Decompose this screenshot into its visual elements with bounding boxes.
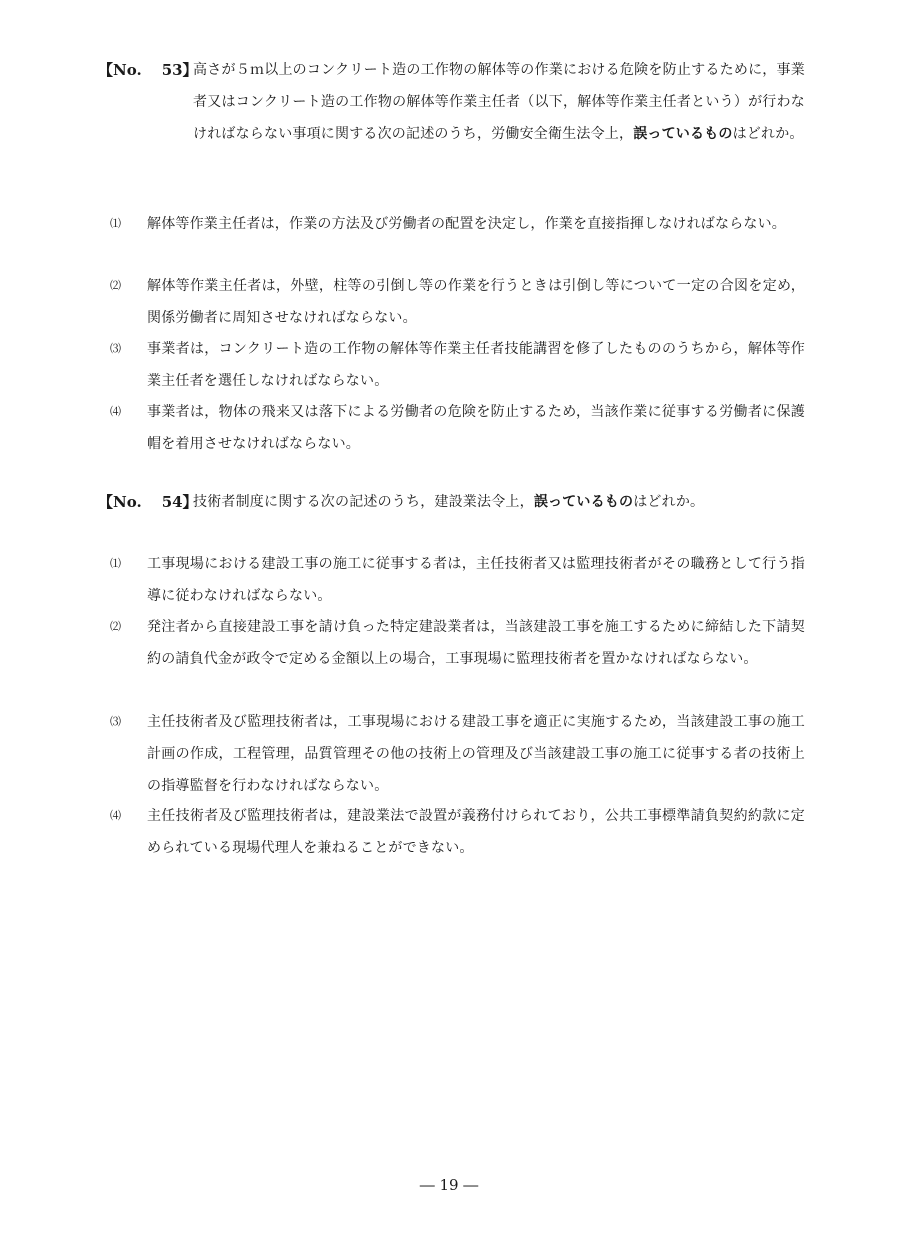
question-bracket-label: 【No. xyxy=(98,61,142,79)
option-text: 主任技術者及び監理技術者は，工事現場における建設工事を適正に実施するため，当該建設工事の施工計画の作成，工程管理，品質管理その他の技術上の管理及び当該建設工事の施工に従事する者の技術上の指導監督を行わなければならない。 xyxy=(147,714,805,794)
question-emphasis: 誤っているもの xyxy=(533,494,634,510)
option-label: ⑵ xyxy=(110,279,121,292)
option-label: ⑴ xyxy=(110,217,121,230)
question-text xyxy=(193,54,805,150)
question-number: 54】 xyxy=(161,493,198,511)
question-header xyxy=(98,486,198,518)
option-text: 工事現場における建設工事の施工に従事する者は，主任技術者又は監理技術者がその職務として行う指導に従わなければならない。 xyxy=(147,556,805,604)
option-text: 発注者から直接建設工事を請け負った特定建設業者は，当該建設工事を施工するために締結した下請契約の請負代金が政令で定める金額以上の場合，工事現場に監理技術者を置かなければならない。 xyxy=(147,619,805,667)
option-label: ⑷ xyxy=(110,405,121,418)
option-label: ⑴ xyxy=(110,557,121,570)
option-label: ⑶ xyxy=(110,342,121,355)
option-label: ⑵ xyxy=(110,620,121,633)
option-label: ⑶ xyxy=(110,715,121,728)
question-text-before: 高さが５ｍ以上のコンクリート造の工作物の解体等の作業における危険を防止するために，事業者又はコンクリート造の工作物の解体等作業主任者（以下，解体等作業主任者という）が行わなければならない事項に関する次の記述のうち，労働安全衛生法令上， xyxy=(193,62,805,142)
option-text: 事業者は，コンクリート造の工作物の解体等作業主任者技能講習を修了したもののうちから，解体等作業主任者を選任しなければならない。 xyxy=(147,341,805,389)
option-text: 解体等作業主任者は，外壁，柱等の引倒し等の作業を行うときは引倒し等について一定の合図を定め，関係労働者に周知させなければならない。 xyxy=(147,278,805,326)
option-label: ⑷ xyxy=(110,809,121,822)
page-number: ― 19 ― xyxy=(419,1176,479,1194)
question-text-before: 技術者制度に関する次の記述のうち，建設業法令上， xyxy=(193,494,534,510)
option-text: 主任技術者及び監理技術者は，建設業法で設置が義務付けられており，公共工事標準請負契約約款に定められている現場代理人を兼ねることができない。 xyxy=(147,808,805,856)
option-text: 事業者は，物体の飛来又は落下による労働者の危険を防止するため，当該作業に従事する労働者に保護帽を着用させなければならない。 xyxy=(147,404,805,452)
question-text-after: はどれか。 xyxy=(633,494,705,510)
question-emphasis: 誤っているもの xyxy=(633,126,733,142)
question-header xyxy=(98,54,198,86)
option-text: 解体等作業主任者は，作業の方法及び労働者の配置を決定し，作業を直接指揮しなければならない。 xyxy=(147,216,786,232)
question-number: 53】 xyxy=(161,61,198,79)
question-text xyxy=(193,486,805,518)
question-bracket-label: 【No. xyxy=(98,493,142,511)
question-text-after: はどれか。 xyxy=(732,126,804,142)
